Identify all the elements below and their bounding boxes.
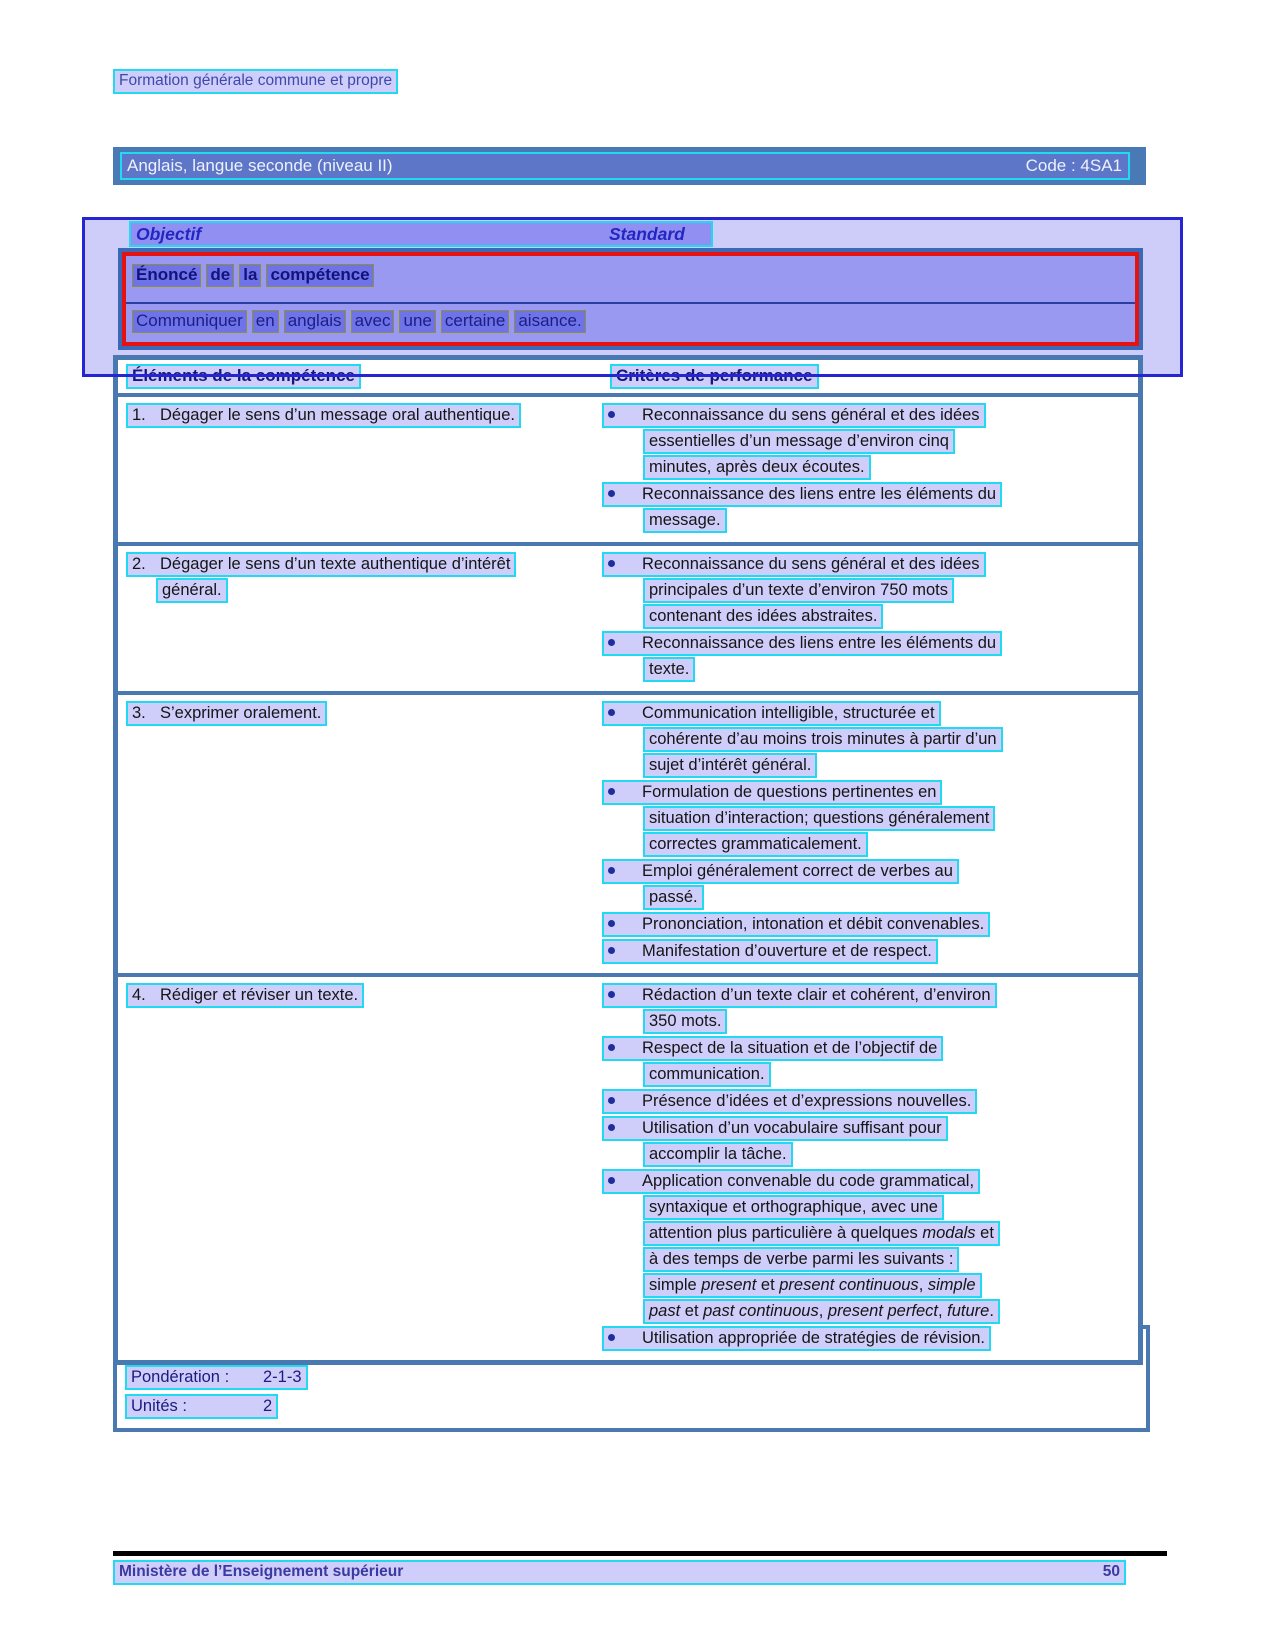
bullet-line: 350 mots. <box>643 1009 727 1034</box>
item-line <box>126 701 327 726</box>
bullet-text: Formulation de questions pertinentes en <box>642 783 937 801</box>
enonce-box <box>118 248 1143 350</box>
element-cell <box>118 403 602 535</box>
footer-row <box>113 1560 1126 1585</box>
course-title-bar <box>113 147 1146 185</box>
criteria-cell <box>602 552 1138 684</box>
bullet-line <box>602 1116 948 1141</box>
bullet-dot-icon <box>608 560 615 567</box>
bullet-line: cohérente d’au moins trois minutes à partir d’un <box>643 727 1003 752</box>
bullet-dot-icon <box>608 947 615 954</box>
bullet-dot-icon <box>608 1177 615 1184</box>
item-text: S’exprimer oralement. <box>160 704 322 722</box>
bullet-text: Rédaction d’un texte clair et cohérent, d’environ <box>642 986 991 1004</box>
activity-value: 2-1-3 <box>263 1368 302 1386</box>
bullet-line: minutes, après deux écoutes. <box>643 455 871 480</box>
bullet-line: attention plus particulière à quelques modals et <box>643 1221 1000 1246</box>
statement-word: avec <box>351 310 395 333</box>
item-number: 3. <box>132 704 146 722</box>
bullet-text: Respect de la situation et de l’objectif de <box>642 1039 938 1057</box>
bullet-text: Manifestation d’ouverture et de respect. <box>642 942 932 960</box>
bullet-line <box>602 482 1002 507</box>
bullet-line <box>602 1036 943 1061</box>
statement-word: une <box>399 310 435 333</box>
bullet-text: Utilisation appropriée de stratégies de révision. <box>642 1329 986 1347</box>
activity-row <box>125 1394 278 1419</box>
activity-row <box>125 1365 308 1390</box>
objectif-heading: Objectif <box>136 224 202 244</box>
table-row <box>118 691 1138 973</box>
enonce-inner-box <box>122 252 1139 346</box>
bullet-line <box>602 403 986 428</box>
box-bottom-border-line <box>82 374 1183 377</box>
criteria-bullet <box>602 939 1138 964</box>
bullet-line: principales d’un texte d’environ 750 mots <box>643 578 954 603</box>
bullet-line <box>602 1169 980 1194</box>
objectif-standard-row <box>129 221 713 247</box>
bullet-text: Reconnaissance des liens entre les éléments du <box>642 485 997 503</box>
bullet-line: sujet d’intérêt général. <box>643 753 817 778</box>
item-number: 4. <box>132 986 146 1004</box>
criteria-bullet <box>602 1116 1138 1167</box>
bullet-line: simple present et present continuous, simple <box>643 1273 982 1298</box>
criteria-bullet <box>602 1326 1138 1351</box>
bullet-line: passé. <box>643 885 704 910</box>
item-line <box>126 403 521 428</box>
statement-word: anglais <box>284 310 346 333</box>
table-row <box>118 542 1138 691</box>
bullet-line: message. <box>643 508 727 533</box>
bullet-line <box>602 939 938 964</box>
bullet-line: à des temps de verbe parmi les suivants : <box>643 1247 959 1272</box>
enonce-title-word: Énoncé <box>132 264 201 287</box>
bullet-line: accomplir la tâche. <box>643 1142 793 1167</box>
item-number: 1. <box>132 406 146 424</box>
bullet-text: Communication intelligible, structurée et <box>642 704 935 722</box>
enonce-title-word: compétence <box>266 264 373 287</box>
criteria-cell <box>602 983 1138 1353</box>
criteria-bullet <box>602 403 1138 480</box>
bullet-dot-icon <box>608 1334 615 1341</box>
bullet-text: Reconnaissance du sens général et des idées <box>642 406 980 424</box>
standard-heading: Standard <box>609 224 685 244</box>
bullet-line <box>602 983 997 1008</box>
bullet-line: communication. <box>643 1062 771 1087</box>
bullet-line <box>602 701 941 726</box>
criteria-bullet <box>602 482 1138 533</box>
criteria-bullet <box>602 983 1138 1034</box>
enonce-title-row <box>126 256 1135 302</box>
element-cell <box>118 552 602 684</box>
criteria-bullet <box>602 1169 1138 1324</box>
statement-word: aisance. <box>514 310 585 333</box>
bullet-line: syntaxique et orthographique, avec une <box>643 1195 944 1220</box>
enonce-title-word: de <box>206 264 234 287</box>
criteria-bullet <box>602 859 1138 910</box>
course-title-highlight <box>120 152 1130 180</box>
item-text: Dégager le sens d’un texte authentique d’intérêt <box>160 555 511 573</box>
bullet-text: Prononciation, intonation et débit convenables. <box>642 915 985 933</box>
table-row <box>118 397 1138 542</box>
bullet-dot-icon <box>608 1044 615 1051</box>
table-row <box>118 973 1138 1360</box>
bullet-line: essentielles d’un message d’environ cinq <box>643 429 955 454</box>
enonce-statement-row <box>126 302 1135 342</box>
enonce-title-word: la <box>239 264 261 287</box>
bullet-line <box>602 912 990 937</box>
bullet-line: situation d’interaction; questions généralement <box>643 806 995 831</box>
formation-header: Formation générale commune et propre <box>113 69 398 94</box>
criteria-cell <box>602 701 1138 966</box>
item-text: Dégager le sens d’un message oral authentique. <box>160 406 515 424</box>
bullet-text: Application convenable du code grammatical, <box>642 1172 975 1190</box>
bullet-dot-icon <box>608 709 615 716</box>
criteria-bullet <box>602 631 1138 682</box>
statement-word: certaine <box>441 310 509 333</box>
bullet-dot-icon <box>608 1124 615 1131</box>
criteria-bullet <box>602 1036 1138 1087</box>
bullet-dot-icon <box>608 920 615 927</box>
criteria-bullet <box>602 1089 1138 1114</box>
element-cell <box>118 983 602 1353</box>
ministry-footer: Ministère de l’Enseignement supérieur <box>119 1563 404 1580</box>
bullet-dot-icon <box>608 867 615 874</box>
bullet-line <box>602 552 986 577</box>
element-cell <box>118 701 602 966</box>
criteria-bullet <box>602 701 1138 778</box>
bullet-text: Reconnaissance du sens général et des idées <box>642 555 980 573</box>
course-code: Code : 4SA1 <box>1025 156 1122 175</box>
bullet-dot-icon <box>608 411 615 418</box>
bullet-dot-icon <box>608 1097 615 1104</box>
table-header-row <box>118 360 1138 397</box>
bullet-line: correctes grammaticalement. <box>643 832 868 857</box>
bullet-text: Utilisation d’un vocabulaire suffisant pour <box>642 1119 942 1137</box>
bullet-line: contenant des idées abstraites. <box>643 604 883 629</box>
bullet-line: texte. <box>643 657 695 682</box>
bullet-dot-icon <box>608 639 615 646</box>
bullet-text: Reconnaissance des liens entre les éléments du <box>642 634 997 652</box>
bullet-dot-icon <box>608 490 615 497</box>
bullet-line <box>602 631 1002 656</box>
item-text: Rédiger et réviser un texte. <box>160 986 359 1004</box>
statement-word: Communiquer <box>132 310 247 333</box>
footer-rule <box>113 1551 1167 1556</box>
bullet-text: Présence d’idées et d’expressions nouvelles. <box>642 1092 972 1110</box>
criteria-bullet <box>602 780 1138 857</box>
criteria-bullet <box>602 552 1138 629</box>
bullet-text: Emploi généralement correct de verbes au <box>642 862 953 880</box>
criteria-cell <box>602 403 1138 535</box>
bullet-dot-icon <box>608 991 615 998</box>
bullet-dot-icon <box>608 788 615 795</box>
activity-value: 2 <box>263 1397 273 1415</box>
bullet-line <box>602 859 959 884</box>
criteria-bullet <box>602 912 1138 937</box>
page-number: 50 <box>1102 1563 1120 1580</box>
activity-label: Pondération : <box>131 1368 230 1386</box>
bullet-line <box>602 780 942 805</box>
course-title: Anglais, langue seconde (niveau II) <box>127 156 393 175</box>
activity-label: Unités : <box>131 1397 187 1415</box>
competence-table <box>113 355 1143 1365</box>
item-line <box>126 983 364 1008</box>
item-number: 2. <box>132 555 146 573</box>
statement-word: en <box>252 310 279 333</box>
item-line: général. <box>156 578 228 603</box>
bullet-line: past et past continuous, present perfect, future. <box>643 1299 1000 1324</box>
bullet-line <box>602 1326 991 1351</box>
bullet-line <box>602 1089 977 1114</box>
item-line <box>126 552 516 577</box>
